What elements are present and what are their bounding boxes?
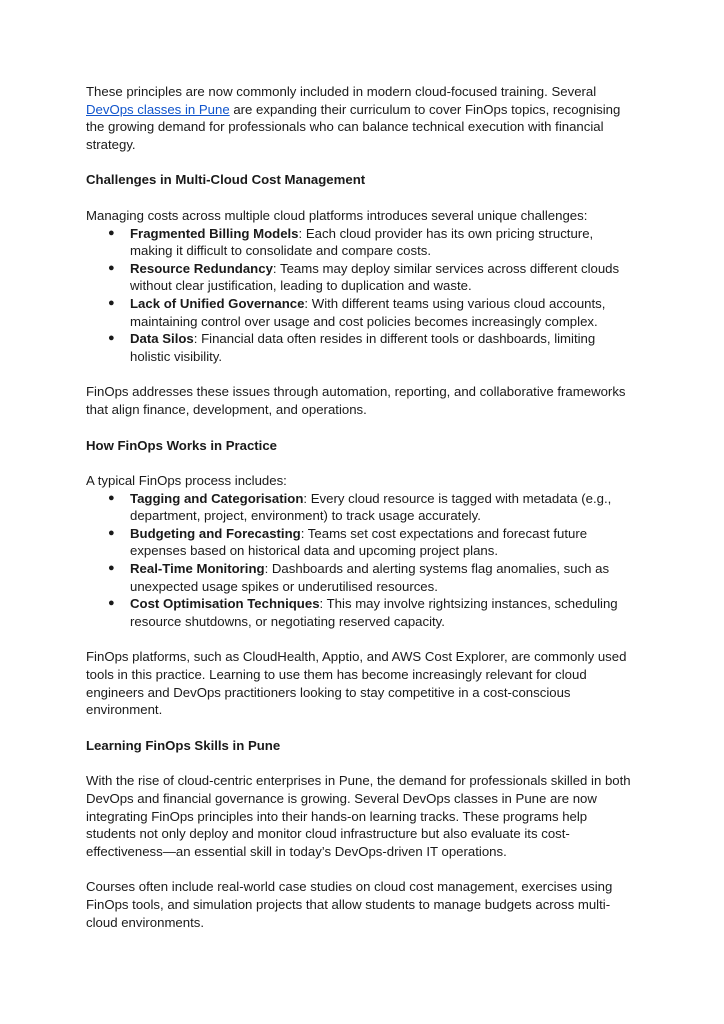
bullet-icon: ●	[108, 526, 115, 539]
bullet-icon: ●	[108, 296, 115, 309]
list-item: ● Real-Time Monitoring: Dashboards and alerting systems flag anomalies, such as unexpected usage spikes or underutilised resources.	[108, 561, 610, 594]
bullet-icon: ●	[108, 261, 115, 274]
section1-closing: FinOps addresses these issues through automation, reporting, and collaborative frameworks that align finance, development, and operations.	[86, 384, 626, 417]
section1-lead: Managing costs across multiple cloud platforms introduces several unique challenges:	[86, 207, 588, 223]
list-item: ● Budgeting and Forecasting: Teams set cost expectations and forecast future expenses based on historical data and upcoming project plans.	[108, 525, 588, 559]
section2-lead: A typical FinOps process includes:	[86, 473, 287, 489]
bullet-icon: ●	[108, 597, 115, 610]
section-heading-learning: Learning FinOps Skills in Pune	[86, 737, 281, 753]
practice-list	[86, 490, 638, 631]
list-item: ● Lack of Unified Governance: With different teams using various cloud accounts, maintaining control over usage and cost policies becomes increasingly complex.	[108, 295, 606, 329]
list-item: ● Tagging and Categorisation: Every cloud resource is tagged with metadata (e.g., department, project, environment) to track usage accurately.	[108, 490, 612, 524]
section2-closing: FinOps platforms, such as CloudHealth, Apptio, and AWS Cost Explorer, are commonly used tools in this practice. Learning to use them has become increasingly relevant for cloud engineers and DevOps practitioners looking to stay competitive in a cost-conscious environment.	[86, 649, 627, 718]
bullet-icon: ●	[108, 562, 115, 575]
list-item: ● Data Silos: Financial data often resides in different tools or dashboards, limiting holistic visibility.	[108, 331, 596, 364]
list-item: ● Resource Redundancy: Teams may deploy similar services across different clouds without clear justification, leading to duplication and waste.	[108, 260, 620, 294]
intro-paragraph: These principles are now commonly included in modern cloud-focused training. Several DevOps classes in Pune are expanding their curriculum to cover FinOps topics, recognising the growing demand for professionals who can balance technical execution with financial strategy.	[86, 84, 621, 152]
section-heading-challenges: Challenges in Multi-Cloud Cost Management	[86, 172, 366, 188]
challenges-list	[86, 225, 638, 366]
section3-paragraph-2: Courses often include real-world case studies on cloud cost management, exercises using FinOps tools, and simulation projects that allow students to manage budgets across multi-cloud environments.	[86, 879, 613, 930]
devops-classes-link[interactable]: DevOps classes in Pune	[86, 101, 230, 117]
bullet-icon: ●	[108, 226, 115, 239]
list-item: ● Cost Optimisation Techniques: This may involve rightsizing instances, scheduling resource shutdowns, or negotiating reserved capacity.	[108, 596, 618, 629]
section3-paragraph-1: With the rise of cloud-centric enterprises in Pune, the demand for professionals skilled in both DevOps and financial governance is growing. Several DevOps classes in Pune are now integrating FinOps principles into their hands-on learning tracks. These programs help students not only deploy and monitor cloud infrastructure but also evaluate its cost-effectiveness—an essential skill in today’s DevOps-driven IT operations.	[86, 773, 631, 859]
bullet-icon: ●	[108, 491, 115, 504]
bullet-icon: ●	[108, 332, 115, 345]
section-heading-practice: How FinOps Works in Practice	[86, 437, 278, 453]
list-item: ● Fragmented Billing Models: Each cloud provider has its own pricing structure, making it difficult to consolidate and compare costs.	[108, 225, 594, 259]
